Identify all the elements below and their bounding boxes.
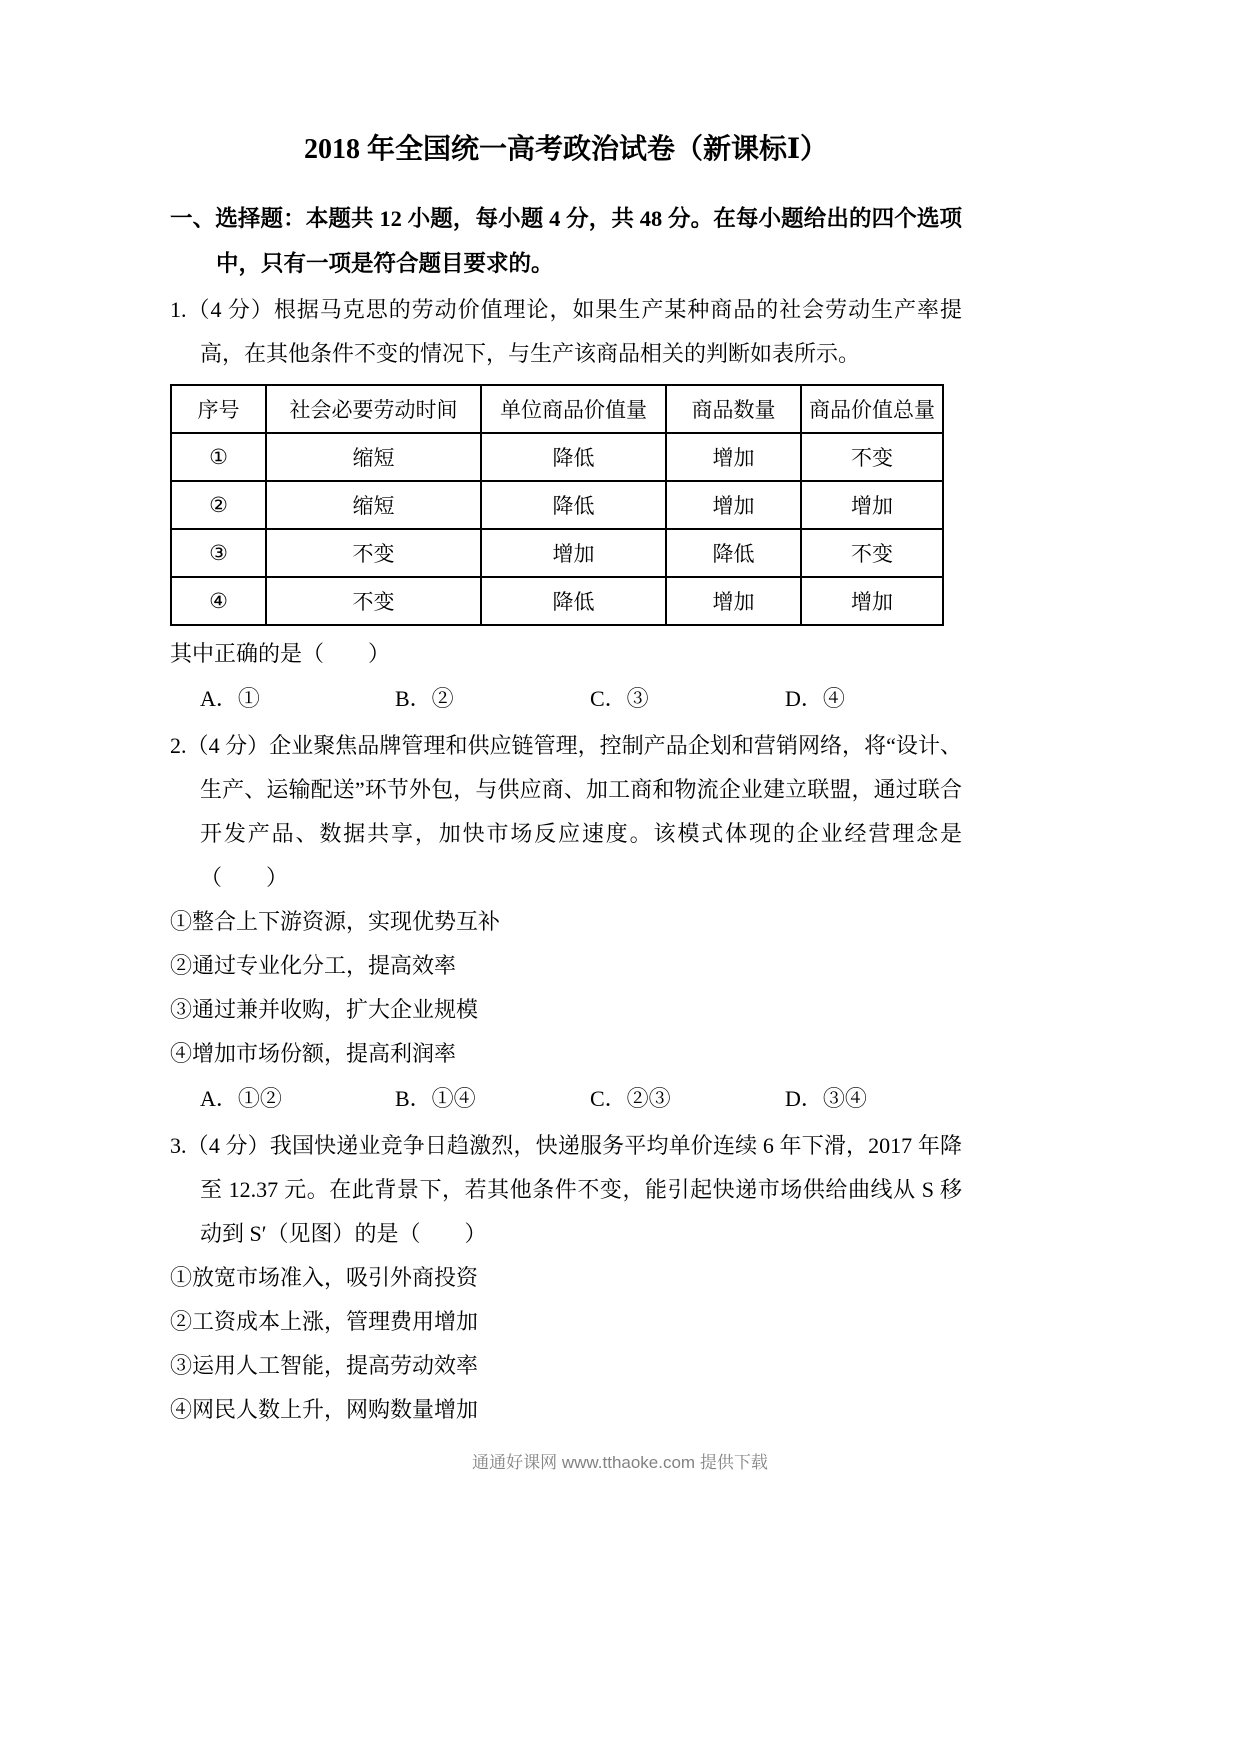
question-3-item-2: ②工资成本上涨，管理费用增加 <box>170 1309 479 1334</box>
table-row <box>171 481 943 529</box>
question-3-item-1: ①放宽市场准入，吸引外商投资 <box>170 1265 479 1290</box>
option-b: B．①④ <box>395 1086 476 1111</box>
table-header-cell: 序号 <box>171 385 266 433</box>
table-row <box>171 577 943 625</box>
table-cell: 不变 <box>266 577 481 625</box>
page-footer: 通通好课网 www.tthaoke.com 提供下载 <box>472 1453 768 1472</box>
option-b: B．② <box>395 686 454 711</box>
table-cell: ④ <box>171 577 266 625</box>
question-1-table <box>170 384 944 626</box>
table-cell: ② <box>171 481 266 529</box>
question-1-stem: 1.（4 分）根据马克思的劳动价值理论，如果生产某种商品的社会劳动生产率提高，在其他条件不变的情况下，与生产该商品相关的判断如表所示。 <box>170 297 962 366</box>
table-header-cell: 商品数量 <box>666 385 801 433</box>
section-heading: 一、选择题：本题共 12 小题，每小题 4 分，共 48 分。在每小题给出的四个选项中，只有一项是符合题目要求的。 <box>170 206 962 276</box>
question-2-options <box>170 1076 962 1122</box>
question-2-item-4: ④增加市场份额，提高利润率 <box>170 1041 457 1066</box>
table-cell: 增加 <box>801 577 943 625</box>
question-2-item-1: ①整合上下游资源，实现优势互补 <box>170 909 501 934</box>
table-cell: 缩短 <box>266 433 481 481</box>
table-cell: 不变 <box>801 529 943 577</box>
option-c: C．②③ <box>590 1086 671 1111</box>
table-header-cell: 社会必要劳动时间 <box>266 385 481 433</box>
question-3-item-3: ③运用人工智能，提高劳动效率 <box>170 1353 479 1378</box>
question-2-item-2: ②通过专业化分工，提高效率 <box>170 953 457 978</box>
table-cell: ① <box>171 433 266 481</box>
question-3-stem: 3.（4 分）我国快递业竞争日趋激烈，快递服务平均单价连续 6 年下滑，2017 年降至 12.37 元。在此背景下，若其他条件不变，能引起快递市场供给曲线从 S 移动到 S′（见图）的是（ ） <box>170 1133 962 1246</box>
table-cell: 缩短 <box>266 481 481 529</box>
table-cell: 降低 <box>666 529 801 577</box>
question-2-item-3: ③通过兼并收购，扩大企业规模 <box>170 997 479 1022</box>
question-1-options <box>170 676 962 722</box>
table-header-row <box>171 385 943 433</box>
option-a: A．①② <box>200 1086 282 1111</box>
table-cell: 不变 <box>266 529 481 577</box>
option-d: D．③④ <box>785 1086 867 1111</box>
table-cell: 增加 <box>801 481 943 529</box>
table-cell: 不变 <box>801 433 943 481</box>
table-cell: 增加 <box>666 577 801 625</box>
table-header-cell: 单位商品价值量 <box>481 385 666 433</box>
table-cell: 降低 <box>481 433 666 481</box>
question-2-stem: 2.（4 分）企业聚焦品牌管理和供应链管理，控制产品企划和营销网络，将“设计、生产、运输配送”环节外包，与供应商、加工商和物流企业建立联盟，通过联合开发产品、数据共享，加快市场反应速度。该模式体现的企业经营理念是（ ） <box>170 733 962 890</box>
option-a: A．① <box>200 686 260 711</box>
table-row <box>171 529 943 577</box>
table-cell: 降低 <box>481 481 666 529</box>
table-cell: 增加 <box>481 529 666 577</box>
table-cell: 增加 <box>666 433 801 481</box>
table-cell: 降低 <box>481 577 666 625</box>
question-1-prompt: 其中正确的是（ ） <box>170 641 391 666</box>
question-3-item-4: ④网民人数上升，网购数量增加 <box>170 1397 479 1422</box>
page-content <box>170 130 962 1432</box>
table-header-cell: 商品价值总量 <box>801 385 943 433</box>
table-cell: ③ <box>171 529 266 577</box>
table-cell: 增加 <box>666 481 801 529</box>
option-c: C．③ <box>590 686 649 711</box>
option-d: D．④ <box>785 686 845 711</box>
page-title: 2018 年全国统一高考政治试卷（新课标Ⅰ） <box>303 134 829 165</box>
table-row <box>171 433 943 481</box>
